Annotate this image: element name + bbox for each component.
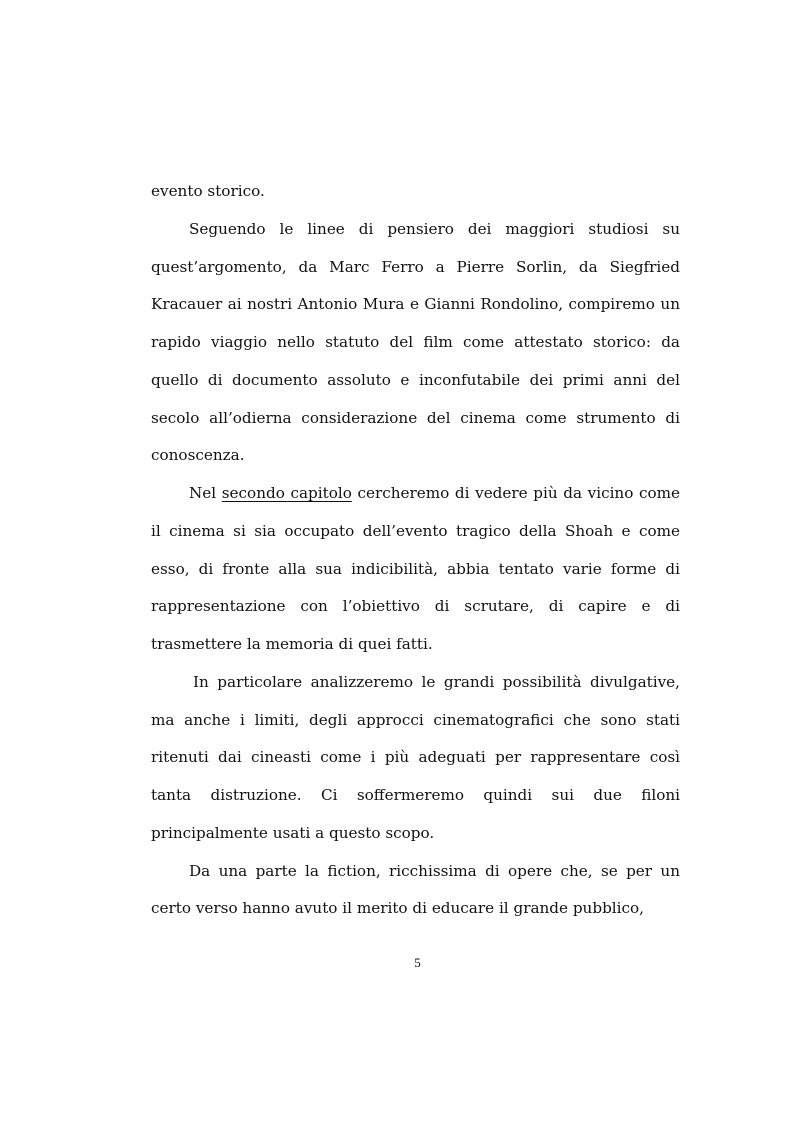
- paragraph-second-chapter-rest: cercheremo di vedere più da vicino come il cinema si sia occupato dell’evento tragico della Shoah e come esso, di fronte alla sua indicibilità, abbia tentato varie forme di rappresentazione con l’obiettivo di scrutare, di capire e di trasmettere la memoria di quei fatti.: [151, 484, 681, 653]
- page-number: 5: [414, 955, 421, 970]
- paragraph-scholars: Seguendo le linee di pensiero dei maggiori studiosi su quest’argomento, da Marc Ferro a Pierre Sorlin, da Siegfried Kracauer ai nostri Antonio Mura e Gianni Rondolino, compiremo un rapido viaggio nello statuto del film come attestato storico: da quello di documento assoluto e inconfutabile dei primi anni del secolo all’odierna considerazione del cinema come strumento di conoscenza.: [151, 219, 680, 465]
- second-chapter-reference: secondo capitolo: [221, 484, 352, 502]
- paragraph-fiction: Da una parte la fiction, ricchissima di opere che, se per un certo verso hanno avuto il merito di educare il grande pubblico,: [151, 861, 680, 918]
- body-text: [151, 173, 680, 928]
- paragraph-continuation: evento storico.: [151, 182, 265, 200]
- paragraph-second-chapter: [151, 475, 680, 664]
- paragraph-second-chapter-lead: Nel: [189, 484, 222, 502]
- paragraph-approaches: In particolare analizzeremo le grandi possibilità divulgative, ma anche i limiti, degli approcci cinematografici che sono stati ritenuti dai cineasti come i più adeguati per rappresentare così tanta distruzione. Ci soffermeremo quindi sui due filoni principalmente usati a questo scopo.: [151, 672, 680, 842]
